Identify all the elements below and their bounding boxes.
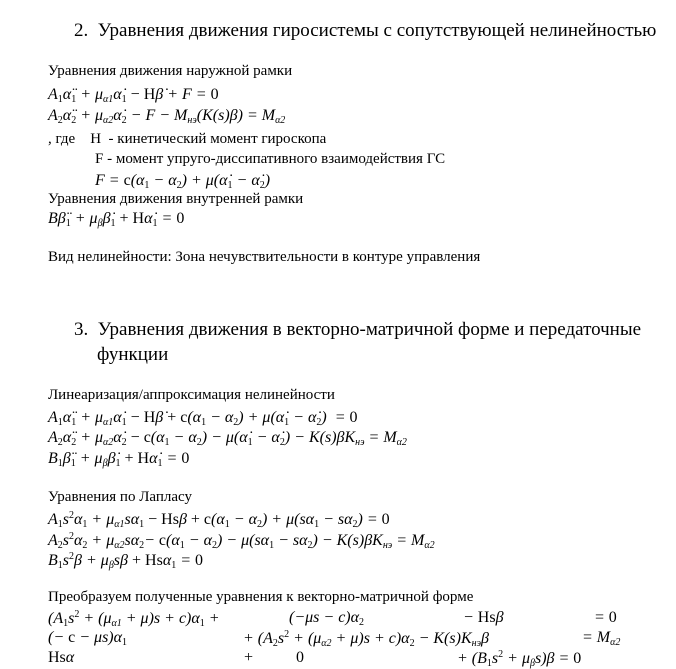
matrix-form-label: Преобразуем полученные уравнения к векторно-матричной форме [48, 589, 474, 605]
equation-inner-1: $B\betä_1$ + $\mu_\beta\betȧ_1$ + $H\alphȧ_1 = 0$ [48, 210, 185, 229]
matrix-row-3-col4: + $(B_1s^2 + \mu_\beta s)\beta = 0$ [457, 649, 582, 669]
matrix-row-2: (− $c - \mu s)\alpha_1$ [48, 629, 128, 648]
section2-number: 2. [74, 20, 89, 41]
equation-outer-2: $A_2\alphä_2$ + $\mu_{\alpha 2}\alphȧ_2 - F - M_{нэ}(K(s)\beta) = M_{\alpha 2}$ [48, 107, 286, 126]
section2-heading [74, 21, 656, 40]
nonlinearity-text: Вид нелинейности: Зона нечувствительности в контуре управления [48, 249, 481, 265]
linearized-equation-3: $B_1\betä_1$ + $\mu_\beta\betȧ_1$ + $H\alphȧ_1 = 0$ [48, 450, 190, 469]
linearized-equation-2: $A_2\alphä_2$ + $\mu_{\alpha 2}\alphȧ_2 - c(\alpha_1 - \alpha_2)$ − $\mu(\alphȧ_1$ − $\alphȧ_2) - K(s)\beta K_{нэ} = M_{\alpha 2}$ [48, 429, 407, 448]
section3-title-line2: функции [97, 344, 169, 365]
laplace-equation-3: $B_1s^2\beta + \mu_\beta s\beta + Hs\alpha_1 = 0$ [48, 551, 204, 571]
matrix-row-1-col3: − Hsβ [463, 609, 504, 626]
where-prefix: , где [48, 131, 76, 147]
matrix-row-2-rhs: = $M_{\alpha 2}$ [582, 629, 621, 648]
inner-frame-label: Уравнения движения внутренней рамки [48, 191, 304, 207]
where-H-text: H - кинетический момент гироскопа [90, 131, 327, 147]
F-definition: $F = c(\alpha_1 - \alpha_2)$ + $\mu(\alphȧ_1$ − $\alphȧ_2$) [95, 172, 271, 191]
section3-title-line1: Уравнения движения в векторно-матричной форме и передаточные [97, 319, 642, 340]
matrix-row-3-col2: + [243, 649, 254, 666]
laplace-equation-1: $A_1s^2\alpha_1 + \mu_{\alpha 1}s\alpha_1 - Hs\beta + c(\alpha_1 - \alpha_2) + \mu(s\alpha_1 - s\alpha_2) = 0$ [48, 510, 390, 530]
where-F-text: F - момент упруго-диссипативного взаимодействия ГС [95, 151, 446, 167]
section2-title: Уравнения движения гиросистемы с сопутствующей нелинейностью [97, 20, 657, 41]
matrix-row-3: Hsα [48, 649, 75, 666]
matrix-row-3-col3: 0 [296, 649, 304, 666]
section3-heading [74, 320, 641, 339]
matrix-row-2-col2: + $(A_2s^2 + (\mu_{\alpha 2} + \mu)s + c)\alpha_2 - K(s)K_{нэ}\beta$ [243, 629, 489, 649]
section3-number: 3. [74, 319, 89, 340]
equation-outer-1: $A_1\alphä_1$ + $\mu_{\alpha 1}\alphȧ_1$ − Hβ̇ + F = 0 [48, 86, 219, 105]
matrix-row-1: $(A_1s^2 + (\mu_{\alpha 1} + \mu)s + c)\alpha_1$ + [48, 609, 220, 629]
matrix-row-1-col2: $(-\mu s - c)\alpha_2$ [289, 609, 365, 628]
matrix-row-1-rhs: = 0 [594, 609, 617, 626]
linearization-label: Линеаризация/аппроксимация нелинейности [48, 387, 335, 403]
laplace-label: Уравнения по Лапласу [48, 489, 192, 505]
outer-frame-label: Уравнения движения наружной рамки [48, 63, 293, 79]
laplace-equation-2: $A_2s^2\alpha_2 + \mu_{\alpha 2}s\alpha_2- c(\alpha_1 - \alpha_2) - \mu(s\alpha_1 - s\alpha_2) - K(s)\beta K_{нэ} = M_{\alpha 2}$ [48, 531, 435, 551]
linearized-equation-1: $A_1\alphä_1$ + $\mu_{\alpha 1}\alphȧ_1$ − Hβ̇ + $c(\alpha_1 - \alpha_2)$ + $\mu(\alphȧ_1$ − $\alphȧ_2) = 0$ [48, 409, 358, 428]
where-H-line [48, 132, 326, 147]
